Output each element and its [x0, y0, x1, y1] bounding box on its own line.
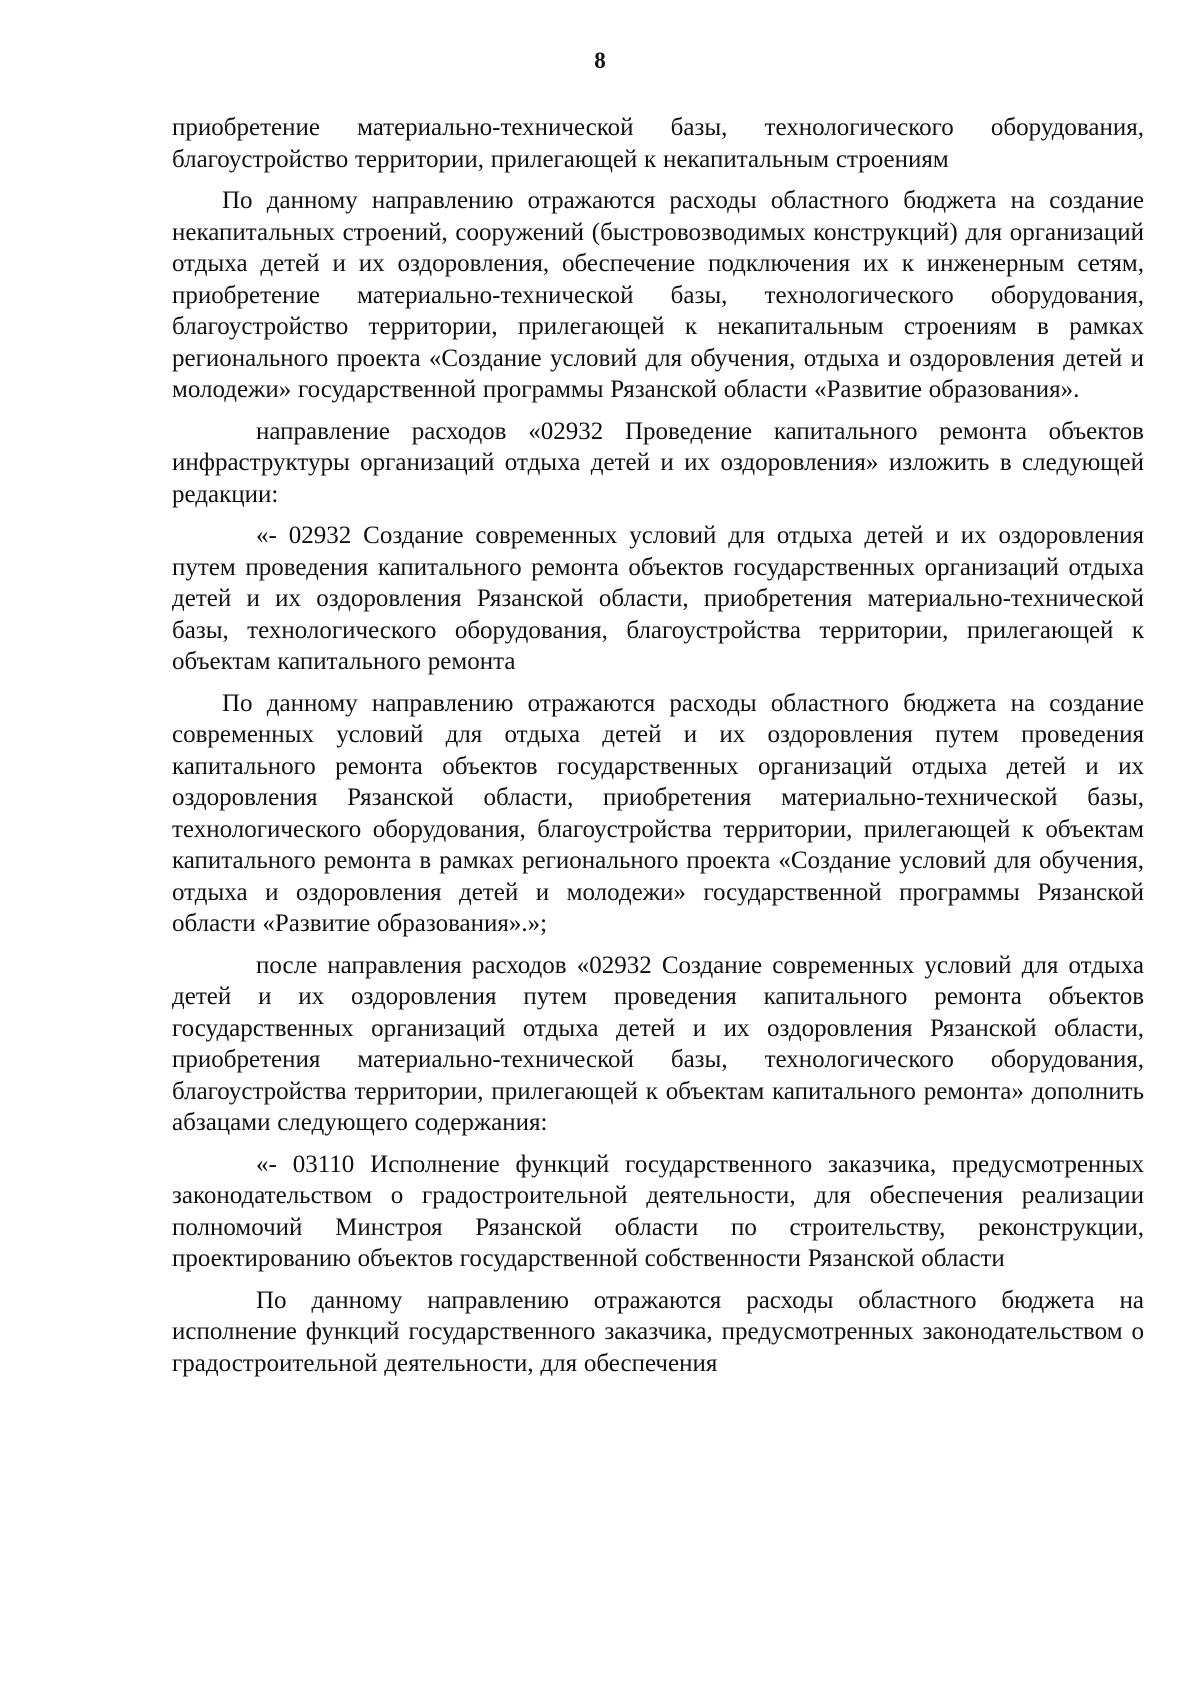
paragraph-description: По данному направлению отражаются расходы областного бюджета на создание современных условий для отдыха детей и их оздоровления путем проведения капитального ремонта объектов государственных организаций отдыха детей и их оздоровления Рязанской области, приобретения материально-технической базы, технологического оборудования, благоустройства территории, прилегающей к объектам капитального ремонта в рамках регионального проекта «Создание условий для обучения, отдыха и оздоровления детей и молодежи» государственной программы Рязанской области «Развитие образования».»;	[172, 689, 1144, 937]
page-number: 8	[594, 48, 606, 73]
paragraph-new-wording: «- 02932 Создание современных условий для отдыха детей и их оздоровления путем проведения капитального ремонта объектов государственных организаций отдыха детей и их оздоровления Рязанской области, приобретения материально-технической базы, технологического оборудования, благоустройства территории, прилегающей к объектам капитального ремонта	[172, 522, 1144, 675]
paragraph-continuation: приобретение материально-технической базы, технологического оборудования, благоустройство территории, прилегающей к некапитальным строениям	[172, 114, 1144, 173]
paragraph-description: По данному направлению отражаются расходы областного бюджета на создание некапитальных строений, сооружений (быстровозводимых конструкций) для организаций отдыха детей и их оздоровления, обеспечение подключения их к инженерным сетям, приобретение материально-технической базы, технологического оборудования, благоустройство территории, прилегающей к некапитальным строениям в рамках регионального проекта «Создание условий для обучения, отдыха и оздоровления детей и молодежи» государственной программы Рязанской области «Развитие образования».	[172, 187, 1144, 403]
document-body	[172, 112, 1144, 1379]
paragraph-description: По данному направлению отражаются расходы областного бюджета на исполнение функций государственного заказчика, предусмотренных законодательством о градостроительной деятельности, для обеспечения	[172, 1286, 1144, 1377]
paragraph-new-wording: «- 03110 Исполнение функций государственного заказчика, предусмотренных законодательством о градостроительной деятельности, для обеспечения реализации полномочий Минстроя Рязанской области по строительству, реконструкции, проектированию объектов государственной собственности Рязанской области	[172, 1150, 1144, 1272]
paragraph-amendment: после направления расходов «02932 Создание современных условий для отдыха детей и их оздоровления путем проведения капитального ремонта объектов государственных организаций отдыха детей и их оздоровления Рязанской области, приобретения материально-технической базы, технологического оборудования, благоустройства территории, прилегающей к объектам капитального ремонта» дополнить абзацами следующего содержания:	[172, 951, 1144, 1136]
paragraph-amendment: направление расходов «02932 Проведение капитального ремонта объектов инфраструктуры организаций отдыха детей и их оздоровления» изложить в следующей редакции:	[172, 417, 1144, 508]
